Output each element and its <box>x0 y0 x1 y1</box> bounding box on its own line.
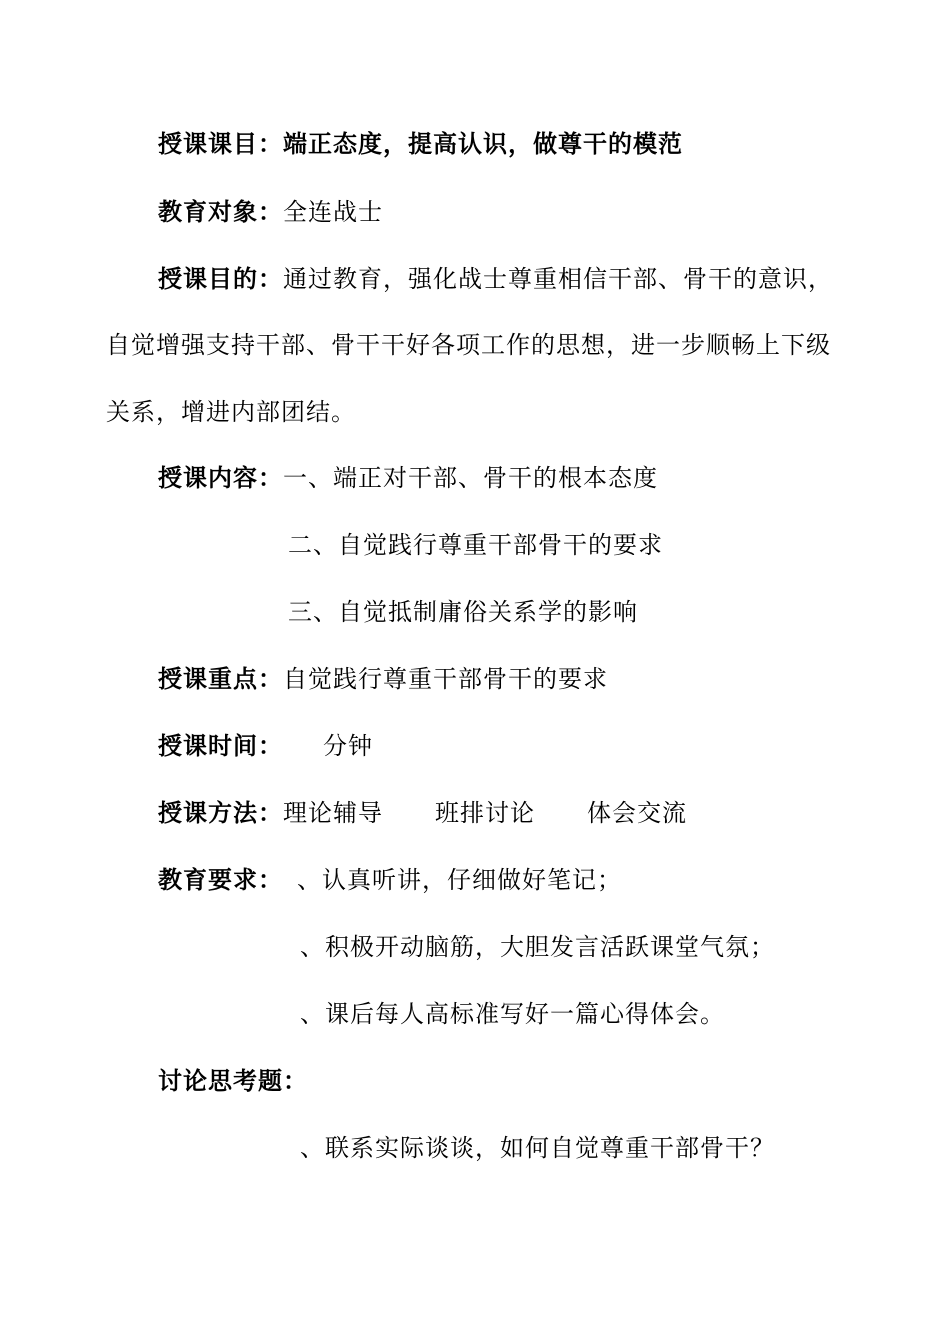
method-item-1: 理论辅导 <box>283 799 383 827</box>
method-line <box>158 797 687 829</box>
focus-line <box>158 663 608 695</box>
purpose-line-1 <box>158 263 833 295</box>
method-item-3: 体会交流 <box>587 799 687 827</box>
subject-line <box>158 128 683 160</box>
discussion-line <box>158 1065 308 1097</box>
discussion-question-line <box>300 1132 775 1164</box>
audience-label: 教育对象： <box>158 198 283 226</box>
content-item-3: 三、自觉抵制庸俗关系学的影响 <box>288 598 638 626</box>
content-line-2 <box>288 529 663 561</box>
focus-value: 自觉践行尊重干部骨干的要求 <box>283 665 608 693</box>
purpose-text-3: 关系，增进内部团结。 <box>106 398 356 426</box>
content-item-2: 二、自觉践行尊重干部骨干的要求 <box>288 531 663 559</box>
time-label: 授课时间： <box>158 732 283 760</box>
audience-value: 全连战士 <box>283 198 383 226</box>
discussion-label: 讨论思考题： <box>158 1067 308 1095</box>
method-item-2: 班排讨论 <box>435 799 535 827</box>
content-line-1 <box>158 462 658 494</box>
content-label: 授课内容： <box>158 464 283 492</box>
requirements-line-3 <box>300 998 725 1030</box>
requirements-label: 教育要求： <box>158 866 283 894</box>
discussion-question-1: 、联系实际谈谈，如何自觉尊重干部骨干？ <box>300 1134 775 1162</box>
audience-line <box>158 196 383 228</box>
purpose-text-1: 通过教育，强化战士尊重相信干部、骨干的意识， <box>283 265 833 293</box>
requirement-item-3: 、课后每人高标准写好一篇心得体会。 <box>300 1000 725 1028</box>
purpose-line-2 <box>106 329 831 361</box>
requirements-line-1 <box>158 864 622 896</box>
purpose-label: 授课目的： <box>158 265 283 293</box>
method-label: 授课方法： <box>158 799 283 827</box>
time-value: 分钟 <box>323 732 373 760</box>
content-item-1: 一、端正对干部、骨干的根本态度 <box>283 464 658 492</box>
subject-label: 授课课目： <box>158 130 283 158</box>
requirement-item-2: 、积极开动脑筋，大胆发言活跃课堂气氛； <box>300 933 775 961</box>
time-line <box>158 730 373 762</box>
purpose-line-3 <box>106 396 356 428</box>
subject-value: 端正态度，提高认识，做尊干的模范 <box>283 130 683 158</box>
content-line-3 <box>288 596 638 628</box>
focus-label: 授课重点： <box>158 665 283 693</box>
requirements-line-2 <box>300 931 775 963</box>
requirement-item-1: 、认真听讲，仔细做好笔记； <box>297 866 622 894</box>
purpose-text-2: 自觉增强支持干部、骨干干好各项工作的思想，进一步顺畅上下级 <box>106 331 831 359</box>
